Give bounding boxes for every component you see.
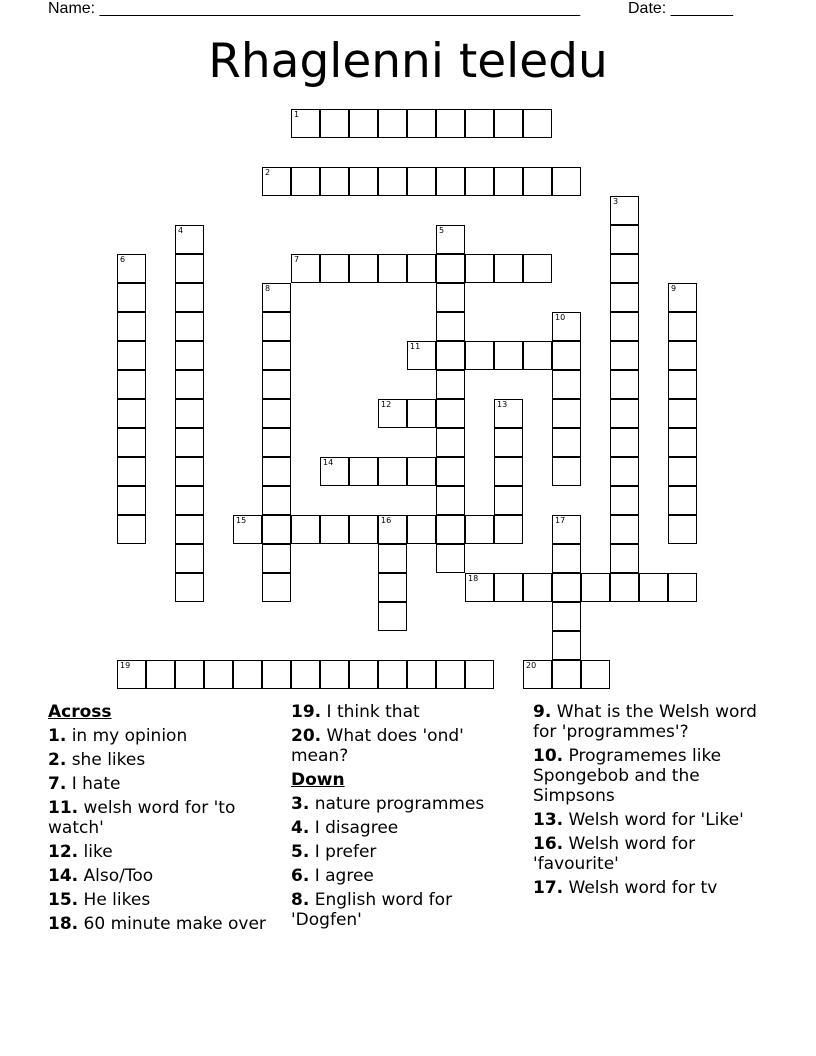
clue-across-18 (48, 914, 273, 934)
crossword-cell[interactable] (436, 254, 465, 283)
crossword-cell[interactable] (552, 428, 581, 457)
crossword-cell[interactable] (117, 428, 146, 457)
crossword-cell[interactable] (436, 486, 465, 515)
crossword-cell[interactable] (465, 254, 494, 283)
crossword-cell[interactable] (262, 341, 291, 370)
cell-number: 7 (294, 255, 300, 264)
clue-across-19 (291, 702, 521, 722)
cell-number: 3 (613, 197, 619, 206)
crossword-cell[interactable] (233, 660, 262, 689)
crossword-cell[interactable] (175, 370, 204, 399)
cell-number: 5 (439, 226, 445, 235)
crossword-cell[interactable] (378, 109, 407, 138)
crossword-cell[interactable] (407, 254, 436, 283)
crossword-cell[interactable] (436, 544, 465, 573)
clue-down-9 (533, 702, 773, 742)
crossword-cell[interactable] (494, 428, 523, 457)
crossword-cell[interactable] (349, 167, 378, 196)
crossword-cell[interactable] (117, 515, 146, 544)
crossword-cell[interactable] (552, 573, 581, 602)
crossword-cell[interactable] (668, 341, 697, 370)
crossword-cell[interactable] (407, 457, 436, 486)
clue-across-14 (48, 866, 273, 886)
crossword-cell[interactable] (610, 312, 639, 341)
crossword-cell[interactable] (494, 515, 523, 544)
crossword-cell[interactable] (552, 544, 581, 573)
cell-number: 4 (178, 226, 184, 235)
crossword-cell[interactable] (262, 573, 291, 602)
clue-text: English word for 'Dogfen' (291, 890, 453, 930)
clue-down-3 (291, 794, 521, 814)
cell-number: 20 (526, 661, 537, 670)
clue-text: I agree (314, 866, 374, 886)
crossword-cell[interactable] (262, 544, 291, 573)
clue-down-6 (291, 866, 521, 886)
crossword-cell[interactable] (523, 573, 552, 602)
clue-down-8 (291, 890, 521, 930)
cell-number: 6 (120, 255, 126, 264)
crossword-cell[interactable] (291, 660, 320, 689)
crossword-cell[interactable] (610, 544, 639, 573)
crossword-cell[interactable] (552, 660, 581, 689)
crossword-cell[interactable] (175, 573, 204, 602)
clue-text: Welsh word for tv (568, 878, 718, 898)
clue-number: 9. (533, 702, 552, 722)
crossword-cell[interactable] (523, 109, 552, 138)
crossword-cell[interactable] (494, 399, 523, 428)
clue-down-16 (533, 834, 773, 874)
crossword-cell[interactable] (291, 254, 320, 283)
crossword-cell[interactable] (436, 312, 465, 341)
crossword-cell[interactable] (320, 660, 349, 689)
crossword-cell[interactable] (349, 457, 378, 486)
crossword-cell[interactable] (523, 254, 552, 283)
clue-number: 1. (48, 726, 67, 746)
crossword-cell[interactable] (407, 167, 436, 196)
crossword-cell[interactable] (494, 341, 523, 370)
crossword-cell[interactable] (494, 254, 523, 283)
crossword-cell[interactable] (668, 573, 697, 602)
crossword-cell[interactable] (523, 660, 552, 689)
crossword-cell[interactable] (581, 573, 610, 602)
crossword-cell[interactable] (465, 167, 494, 196)
clue-text: 60 minute make over (83, 914, 266, 934)
crossword-cell[interactable] (494, 457, 523, 486)
clue-across-20 (291, 726, 521, 766)
clue-text: Welsh word for 'favourite' (533, 834, 696, 874)
crossword-cell[interactable] (175, 283, 204, 312)
cell-number: 8 (265, 284, 271, 293)
cell-number: 13 (497, 400, 508, 409)
clue-text: I hate (71, 774, 121, 794)
crossword-cell[interactable] (262, 486, 291, 515)
crossword-cell[interactable] (175, 312, 204, 341)
clue-number: 2. (48, 750, 67, 770)
crossword-cell[interactable] (117, 254, 146, 283)
cell-number: 16 (381, 516, 392, 525)
cell-number: 10 (555, 313, 566, 322)
crossword-cell[interactable] (552, 167, 581, 196)
crossword-cell[interactable] (668, 370, 697, 399)
crossword-cell[interactable] (639, 573, 668, 602)
clue-across-11 (48, 798, 273, 838)
crossword-cell[interactable] (407, 109, 436, 138)
clue-number: 16. (533, 834, 564, 854)
cell-number: 17 (555, 516, 566, 525)
across-heading: Across (48, 702, 112, 722)
crossword-cell[interactable] (465, 515, 494, 544)
clue-number: 5. (291, 842, 310, 862)
clues-column-3 (533, 702, 773, 902)
crossword-cell[interactable] (378, 602, 407, 631)
crossword-cell[interactable] (378, 167, 407, 196)
cell-number: 9 (671, 284, 677, 293)
crossword-cell[interactable] (610, 341, 639, 370)
crossword-cell[interactable] (436, 428, 465, 457)
cell-number: 2 (265, 168, 271, 177)
crossword-cell[interactable] (610, 283, 639, 312)
crossword-cell[interactable] (175, 428, 204, 457)
crossword-cell[interactable] (407, 660, 436, 689)
crossword-cell[interactable] (175, 254, 204, 283)
crossword-cell[interactable] (436, 283, 465, 312)
crossword-cell[interactable] (291, 167, 320, 196)
clue-across-12 (48, 842, 273, 862)
crossword-cell[interactable] (175, 515, 204, 544)
crossword-cell[interactable] (552, 457, 581, 486)
crossword-cell[interactable] (262, 167, 291, 196)
crossword-cell[interactable] (320, 109, 349, 138)
crossword-cell[interactable] (610, 254, 639, 283)
clue-text: What does 'ond' mean? (291, 726, 464, 766)
crossword-cell[interactable] (320, 254, 349, 283)
crossword-cell[interactable] (175, 660, 204, 689)
clue-across-7 (48, 774, 273, 794)
clue-down-10 (533, 746, 773, 806)
clue-text: I prefer (314, 842, 377, 862)
crossword-cell[interactable] (668, 457, 697, 486)
crossword-cell[interactable] (610, 428, 639, 457)
crossword-cell[interactable] (610, 486, 639, 515)
crossword-cell[interactable] (436, 167, 465, 196)
crossword-cell[interactable] (436, 225, 465, 254)
date-field-label: Date: _______ (628, 0, 733, 17)
cell-number: 15 (236, 516, 247, 525)
crossword-cell[interactable] (378, 457, 407, 486)
crossword-cell[interactable] (523, 167, 552, 196)
crossword-cell[interactable] (204, 660, 233, 689)
clue-text: Also/Too (83, 866, 154, 886)
clue-across-1 (48, 726, 273, 746)
crossword-cell[interactable] (117, 457, 146, 486)
crossword-cell[interactable] (552, 515, 581, 544)
crossword-cell[interactable] (523, 341, 552, 370)
crossword-cell[interactable] (465, 573, 494, 602)
crossword-cell[interactable] (262, 312, 291, 341)
crossword-cell[interactable] (233, 515, 262, 544)
crossword-cell[interactable] (552, 341, 581, 370)
crossword-cell[interactable] (291, 109, 320, 138)
crossword-cell[interactable] (436, 109, 465, 138)
cell-number: 19 (120, 661, 131, 670)
clue-text: welsh word for 'to watch' (48, 798, 236, 838)
crossword-cell[interactable] (436, 457, 465, 486)
name-field-label: Name: ______________________________________________________ (48, 0, 581, 17)
clue-number: 13. (533, 810, 564, 830)
clue-text: What is the Welsh word for 'programmes'? (533, 702, 757, 742)
crossword-cell[interactable] (175, 544, 204, 573)
clue-across-2 (48, 750, 273, 770)
clue-text: I think that (326, 702, 420, 722)
crossword-cell[interactable] (610, 196, 639, 225)
crossword-cell[interactable] (175, 341, 204, 370)
clue-across-15 (48, 890, 273, 910)
clue-down-4 (291, 818, 521, 838)
crossword-cell[interactable] (117, 399, 146, 428)
clue-text: Programemes like Spongebob and the Simpsons (533, 746, 722, 806)
crossword-cell[interactable] (378, 399, 407, 428)
crossword-cell[interactable] (465, 660, 494, 689)
clue-text: I disagree (314, 818, 399, 838)
clue-number: 7. (48, 774, 67, 794)
crossword-cell[interactable] (291, 515, 320, 544)
down-heading: Down (291, 770, 345, 790)
crossword-cell[interactable] (175, 486, 204, 515)
clue-number: 6. (291, 866, 310, 886)
cell-number: 14 (323, 458, 334, 467)
crossword-cell[interactable] (494, 573, 523, 602)
crossword-cell[interactable] (668, 399, 697, 428)
crossword-cell[interactable] (117, 486, 146, 515)
crossword-cell[interactable] (175, 399, 204, 428)
crossword-cell[interactable] (320, 515, 349, 544)
crossword-cell[interactable] (378, 573, 407, 602)
crossword-cell[interactable] (494, 486, 523, 515)
crossword-cell[interactable] (378, 544, 407, 573)
clue-text: she likes (71, 750, 146, 770)
crossword-cell[interactable] (175, 225, 204, 254)
cell-number: 18 (468, 574, 479, 583)
crossword-cell[interactable] (465, 109, 494, 138)
crossword-cell[interactable] (465, 341, 494, 370)
crossword-cell[interactable] (349, 254, 378, 283)
crossword-cell[interactable] (262, 515, 291, 544)
crossword-cell[interactable] (610, 457, 639, 486)
puzzle-title: Rhaglenni teledu (208, 34, 608, 89)
cell-number: 1 (294, 110, 300, 119)
crossword-cell[interactable] (117, 660, 146, 689)
clue-number: 15. (48, 890, 79, 910)
crossword-cell[interactable] (320, 457, 349, 486)
crossword-cell[interactable] (262, 399, 291, 428)
clue-number: 11. (48, 798, 79, 818)
crossword-cell[interactable] (668, 486, 697, 515)
crossword-cell[interactable] (117, 370, 146, 399)
crossword-cell[interactable] (610, 225, 639, 254)
crossword-cell[interactable] (436, 370, 465, 399)
crossword-cell[interactable] (581, 660, 610, 689)
clue-text: like (83, 842, 113, 862)
crossword-cell[interactable] (668, 283, 697, 312)
clue-down-5 (291, 842, 521, 862)
crossword-cell[interactable] (552, 631, 581, 660)
crossword-cell[interactable] (436, 660, 465, 689)
crossword-cell[interactable] (494, 167, 523, 196)
crossword-cell[interactable] (378, 254, 407, 283)
crossword-cell[interactable] (552, 312, 581, 341)
crossword-cell[interactable] (146, 660, 175, 689)
crossword-cell[interactable] (552, 399, 581, 428)
crossword-cell[interactable] (349, 660, 378, 689)
clue-number: 20. (291, 726, 322, 746)
clue-number: 19. (291, 702, 322, 722)
crossword-cell[interactable] (552, 602, 581, 631)
crossword-cell[interactable] (407, 399, 436, 428)
cell-number: 11 (410, 342, 421, 351)
crossword-cell[interactable] (552, 370, 581, 399)
crossword-cell[interactable] (262, 457, 291, 486)
clue-down-17 (533, 878, 773, 898)
crossword-cell[interactable] (378, 660, 407, 689)
cell-number: 12 (381, 400, 392, 409)
clue-number: 3. (291, 794, 310, 814)
crossword-cell[interactable] (262, 370, 291, 399)
crossword-cell[interactable] (610, 370, 639, 399)
crossword-cell[interactable] (436, 399, 465, 428)
crossword-cell[interactable] (117, 283, 146, 312)
clues-column-1 (48, 702, 273, 938)
clue-number: 4. (291, 818, 310, 838)
clue-number: 14. (48, 866, 79, 886)
clue-number: 18. (48, 914, 79, 934)
crossword-cell[interactable] (117, 341, 146, 370)
crossword-cell[interactable] (407, 341, 436, 370)
crossword-cell[interactable] (407, 515, 436, 544)
crossword-cell[interactable] (668, 312, 697, 341)
crossword-cell[interactable] (668, 428, 697, 457)
crossword-cell[interactable] (349, 515, 378, 544)
crossword-cell[interactable] (175, 457, 204, 486)
crossword-cell[interactable] (494, 109, 523, 138)
crossword-cell[interactable] (262, 283, 291, 312)
crossword-cell[interactable] (378, 515, 407, 544)
clue-number: 10. (533, 746, 564, 766)
crossword-cell[interactable] (349, 109, 378, 138)
crossword-cell[interactable] (610, 573, 639, 602)
crossword-cell[interactable] (320, 167, 349, 196)
clue-text: He likes (83, 890, 151, 910)
clue-down-13 (533, 810, 773, 830)
crossword-cell[interactable] (436, 341, 465, 370)
clues-column-2 (291, 702, 521, 934)
clue-text: in my opinion (71, 726, 188, 746)
crossword-cell[interactable] (610, 399, 639, 428)
clue-text: nature programmes (314, 794, 485, 814)
clue-text: Welsh word for 'Like' (568, 810, 744, 830)
clue-number: 17. (533, 878, 564, 898)
crossword-cell[interactable] (436, 515, 465, 544)
crossword-cell[interactable] (262, 428, 291, 457)
clue-number: 8. (291, 890, 310, 910)
crossword-cell[interactable] (668, 515, 697, 544)
crossword-cell[interactable] (262, 660, 291, 689)
crossword-cell[interactable] (117, 312, 146, 341)
clue-number: 12. (48, 842, 79, 862)
crossword-cell[interactable] (610, 515, 639, 544)
